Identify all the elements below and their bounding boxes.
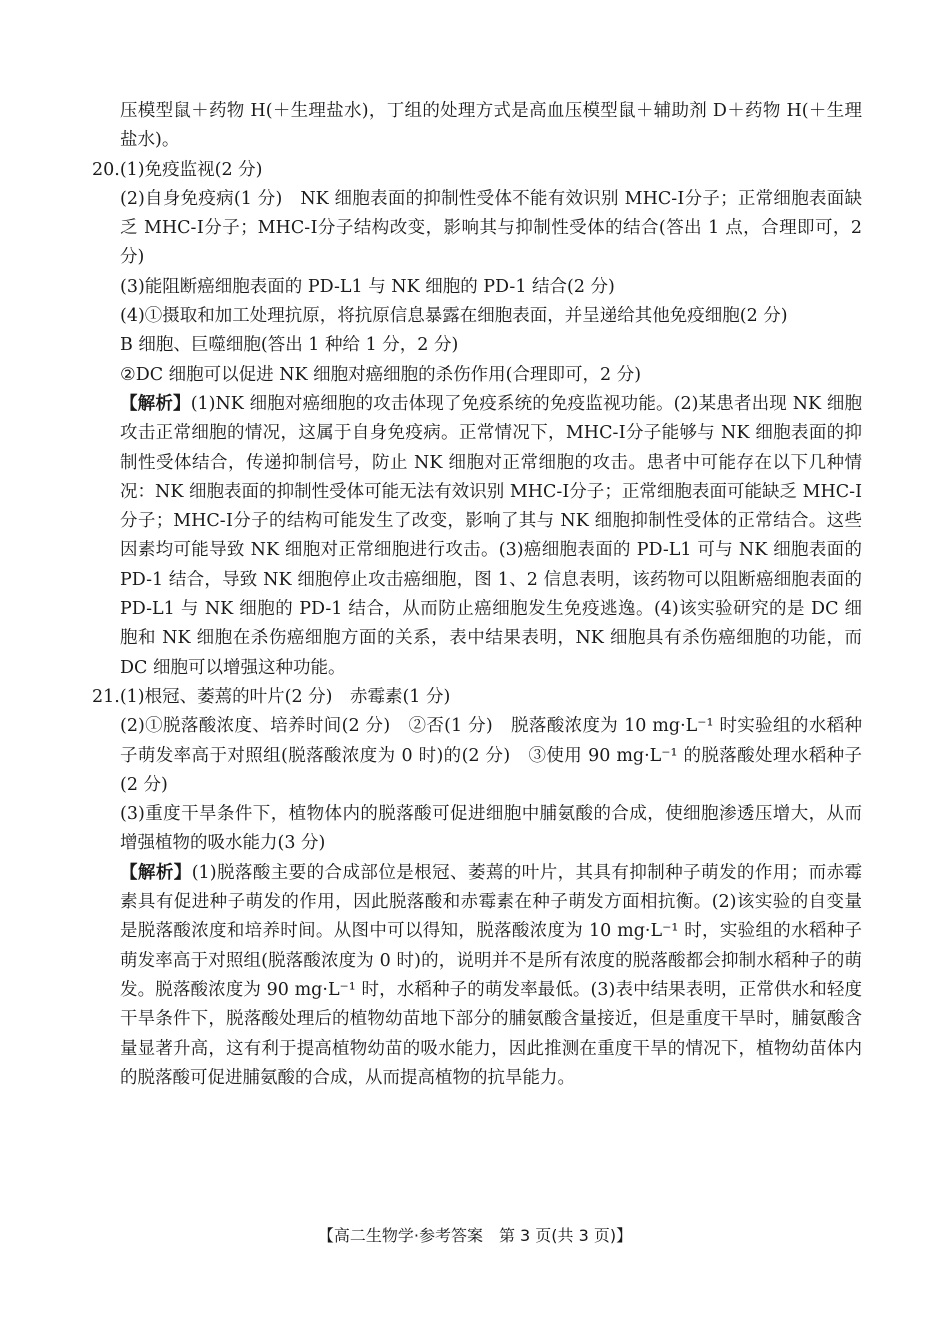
analysis-label: 【解析】 — [120, 862, 192, 883]
page-content — [92, 97, 862, 1093]
q20-analysis-text: (1)NK 细胞对癌细胞的攻击体现了免疫系统的免疫监视功能。(2)某患者出现 NK 细胞攻击正常细胞的情况，这属于自身免疫病。正常情况下，MHC-Ⅰ分子能够与 NK 细胞表面的抑制性受体结合，传递抑制信号，防止 NK 细胞对正常细胞的攻击。患者中可能存在以下几种情况：NK 细胞表面的抑制性受体可能无法有效识别 MHC-Ⅰ分子；正常细胞表面可能缺乏 MHC-Ⅰ分子；MHC-Ⅰ分子的结构可能发生了改变，影响了其与 NK 细胞抑制性受体的正常结合。这些因素均可能导致 NK 细胞对正常细胞进行攻击。(3)癌细胞表面的 PD-L1 可与 NK 细胞表面的 PD-1 结合，导致 NK 细胞停止攻击癌细胞，图 1、2 信息表明，该药物可以阻断癌细胞表面的 PD-L1 与 NK 细胞的 PD-1 结合，从而防止癌细胞发生免疫逃逸。(4)该实验研究的是 DC 细胞和 NK 细胞在杀伤癌细胞方面的关系，表中结果表明，NK 细胞具有杀伤癌细胞的功能，而 DC 细胞可以增强这种功能。 — [120, 393, 862, 678]
page-footer: 【高二生物学·参考答案 第 3 页(共 3 页)】 — [317, 1226, 633, 1245]
question-20-number: 20. — [92, 159, 120, 180]
question-21-number: 21. — [92, 686, 120, 707]
analysis-label: 【解析】 — [120, 393, 191, 414]
q21-analysis-text: (1)脱落酸主要的合成部位是根冠、萎蔫的叶片，其具有抑制种子萌发的作用；而赤霉素具有促进种子萌发的作用，因此脱落酸和赤霉素在种子萌发方面相抗衡。(2)该实验的自变量是脱落酸浓度和培养时间。从图中可以得知，脱落酸浓度为 10 mg·L⁻¹ 时，实验组的水稻种子萌发率高于对照组(脱落酸浓度为 0 时)的，说明并不是所有浓度的脱落酸都会抑制水稻种子的萌发。脱落酸浓度为 90 mg·L⁻¹ 时，水稻种子的萌发率最低。(3)表中结果表明，正常供水和轻度干旱条件下，脱落酸处理后的植物幼苗地下部分的脯氨酸含量接近，但是重度干旱时，脯氨酸含量显著升高，这有利于提高植物幼苗的吸水能力，因此推测在重度干旱的情况下，植物幼苗体内的脱落酸可促进脯氨酸的合成，从而提高植物的抗旱能力。 — [120, 862, 863, 1088]
q20-part-1: (1)免疫监视(2 分) — [119, 159, 263, 180]
q20-analysis — [92, 390, 862, 683]
q20-part-4a: (4)①摄取和加工处理抗原，将抗原信息暴露在细胞表面，并呈递给其他免疫细胞(2 分) — [120, 306, 788, 327]
q20-part-4b: B 细胞、巨噬细胞(答出 1 种给 1 分，2 分) — [120, 335, 459, 356]
question-21-line-1 — [92, 683, 862, 712]
q20-part-2: (2)自身免疫病(1 分) NK 细胞表面的抑制性受体不能有效识别 MHC-Ⅰ分子；正常细胞表面缺乏 MHC-Ⅰ分子；MHC-Ⅰ分子结构改变，影响其与抑制性受体的结合(答出 1 点，合理即可，2 分) — [120, 188, 862, 268]
q21-part-2: (2)①脱落酸浓度、培养时间(2 分) ②否(1 分) 脱落酸浓度为 10 mg·L⁻¹ 时实验组的水稻种子萌发率高于对照组(脱落酸浓度为 0 时)的(2 分) ③使用 90 mg·L⁻¹ 的脱落酸处理水稻种子(2 分) — [120, 716, 862, 795]
continued-text: 压模型鼠＋药物 H(＋生理盐水)，丁组的处理方式是高血压模型鼠＋辅助剂 D＋药物 H(＋生理盐水)。 — [120, 101, 862, 151]
q21-analysis — [92, 859, 862, 1093]
q20-part-4c: ②DC 细胞可以促进 NK 细胞对癌细胞的杀伤作用(合理即可，2 分) — [120, 364, 642, 385]
question-20-line-1 — [92, 156, 862, 185]
q20-part-3: (3)能阻断癌细胞表面的 PD-L1 与 NK 细胞的 PD-1 结合(2 分) — [120, 276, 615, 297]
q21-part-3: (3)重度干旱条件下，植物体内的脱落酸可促进细胞中脯氨酸的合成，使细胞渗透压增大，从而增强植物的吸水能力(3 分) — [120, 804, 862, 854]
q21-part-1: (1)根冠、萎蔫的叶片(2 分) 赤霉素(1 分) — [119, 686, 451, 707]
